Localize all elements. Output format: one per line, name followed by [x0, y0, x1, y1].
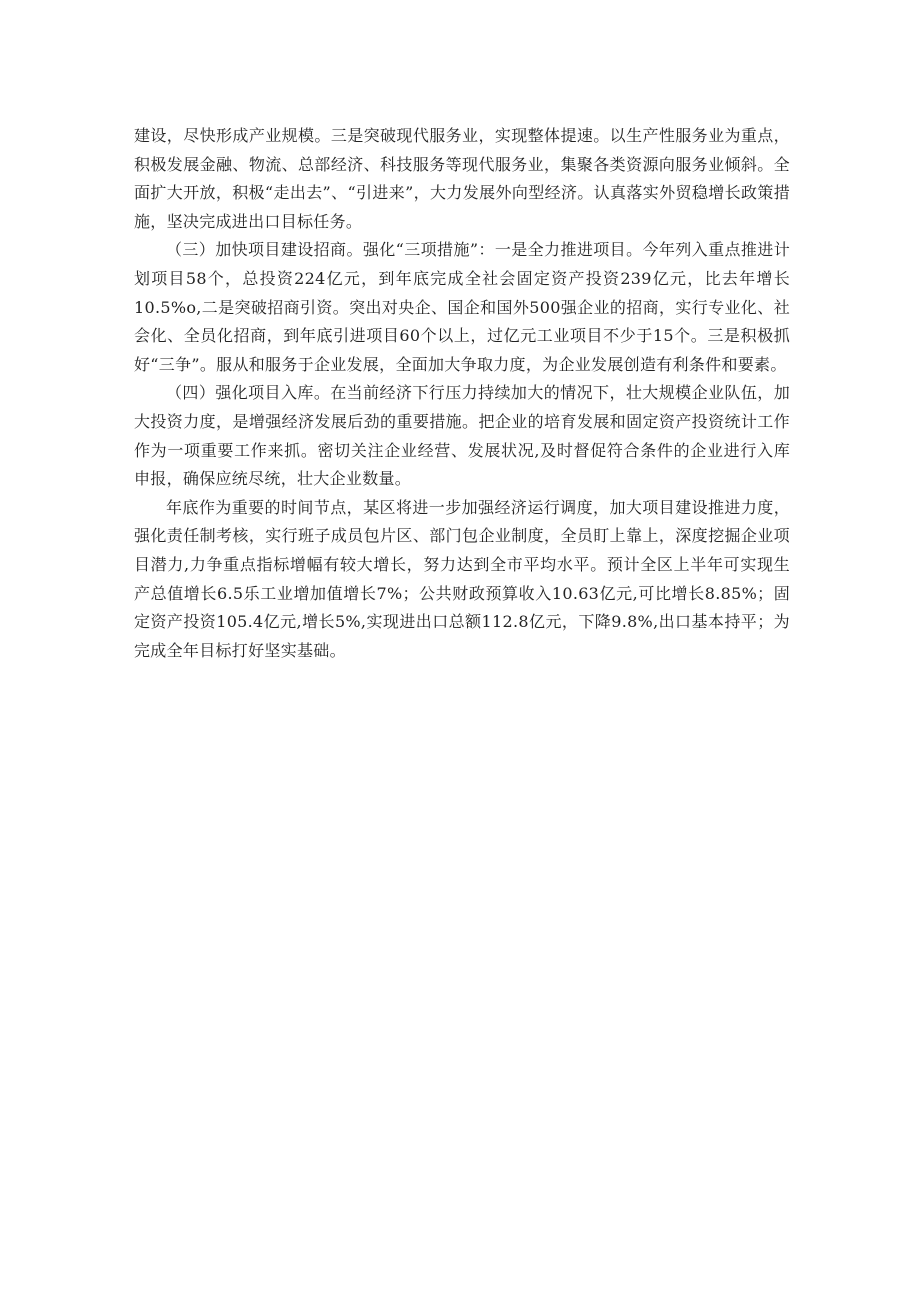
paragraph-year-end-summary: 年底作为重要的时间节点，某区将进一步加强经济运行调度，加大项目建设推进力度，强化责任制考核，实行班子成员包片区、部门包企业制度，全员盯上靠上，深度挖掘企业项目潜力,力争重点指标增幅有较大增长，努力达到全市平均水平。预计全区上半年可实现生产总值增长6.5乐工业增加值增长7%；公共财政预算收入10.63亿元,可比增长8.85%；固定资产投资105.4亿元,增长5%,实现进出口总额112.8亿元，下降9.8%,出口基本持平；为完成全年目标打好坚实基础。 [134, 497, 790, 660]
paragraph-continued: 建设，尽快形成产业规模。三是突破现代服务业，实现整体提速。以生产性服务业为重点，积极发展金融、物流、总部经济、科技服务等现代服务业，集聚各类资源向服务业倾斜。全面扩大开放，积极“走出去”、“引进来”，大力发展外向型经济。认真落实外贸稳增长政策措施，坚决完成进出口目标任务。 [134, 126, 790, 231]
document-body [134, 122, 790, 665]
paragraph-section-four: （四）强化项目入库。在当前经济下行压力持续加大的情况下，壮大规模企业队伍，加大投资力度，是增强经济发展后劲的重要措施。把企业的培育发展和固定资产投资统计工作作为一项重要工作来抓。密切关注企业经营、发展状况,及时督促符合条件的企业进行入库申报，确保应统尽统，壮大企业数量。 [134, 383, 790, 489]
paragraph-section-three: （三）加快项目建设招商。强化“三项措施”：一是全力推进项目。今年列入重点推进计划项目58个，总投资224亿元，到年底完成全社会固定资产投资239亿元，比去年增长10.5%o,二是突破招商引资。突出对央企、国企和国外500强企业的招商，实行专业化、社会化、全员化招商，到年底引进项目60个以上，过亿元工业项目不少于15个。三是积极抓好“三争”。服从和服务于企业发展，全面加大争取力度，为企业发展创造有利条件和要素。 [134, 240, 790, 374]
